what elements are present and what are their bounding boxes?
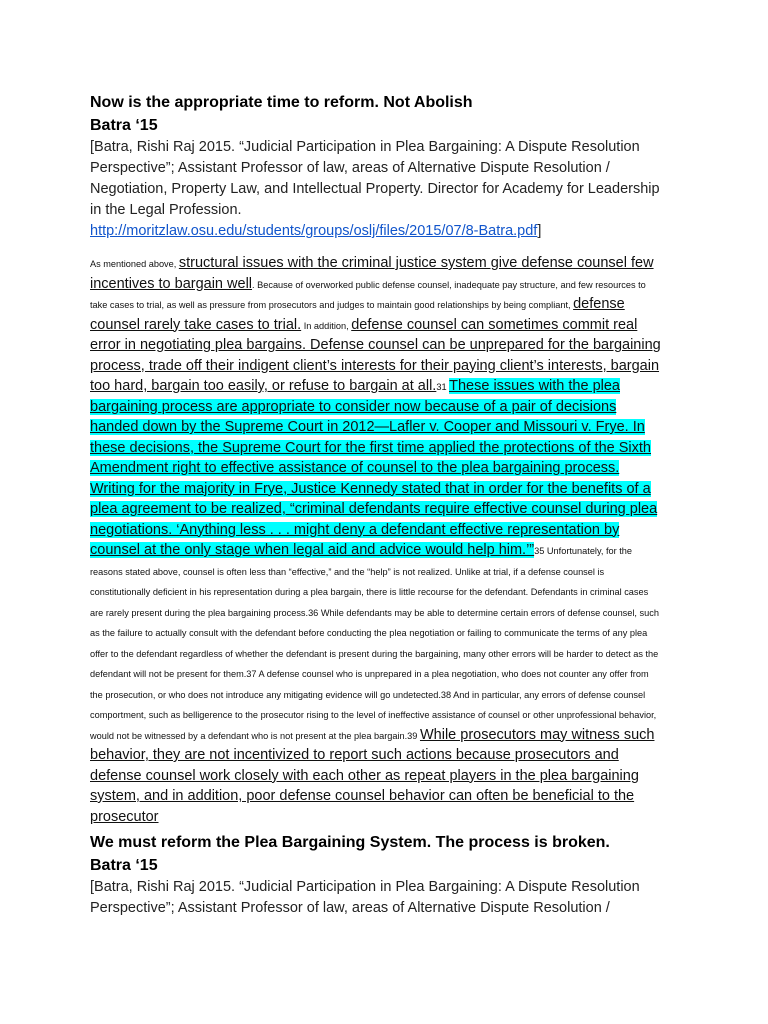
body-text: As mentioned above, bbox=[90, 259, 179, 269]
card-citation bbox=[90, 855, 670, 919]
footnote-text: 31 bbox=[436, 382, 450, 392]
cite-text: [Batra, Rishi Raj 2015. “Judicial Participation in Plea Bargaining: A Dispute Resolution Perspective”; Assistant Professor of law, areas of Alternative Dispute Resolution / Negotiation, Property Law, and Intellectual Property. Director for Academy for Leadership in the Legal Profession. bbox=[90, 139, 660, 218]
body-text: 35 Unfortunately, for the reasons stated above, counsel is often less than “effective,” and the “help” is not realized. Unlike at trial, if a defense counsel is constitutionally deficient in his representation during a plea bargain, there is little recourse for the defendant. Defendants in criminal cases are rarely present during the plea bargaining process.36 While defendants may be able to determine certain errors of defense counsel, such as the failure to actually consult with the defendant before conducting the plea negotiation or failing to communicate the terms of any plea offer to the defendant regardless of whether the defendant is present during the bargaining, many other errors will be harder to detect as the defendant will not be present for them.37 A defense counsel who is unprepared in a plea negotiation, who does not counter any offer from the prosecution, or who does not introduce any mitigating evidence will go undetected.38 And in particular, any errors of defense counsel comportment, such as belligerence to the prosecutor rising to the level of ineffective assistance of counsel or other unprofessional behavior, would not be witnessed by a defendant who is not present at the plea bargain.39 bbox=[90, 546, 659, 741]
cite-details bbox=[90, 137, 670, 242]
card-tag: Now is the appropriate time to reform. Not Abolish bbox=[90, 94, 473, 111]
underlined-text: defense counsel can sometimes commit real error in negotiating plea bargains. Defense counsel can be unprepared for the bargaining process, trade off their indigent client’s interests for their paying client’s interests, bargain too hard, bargain too easily, or refuse to bargain at all. bbox=[90, 316, 661, 394]
card-body bbox=[90, 253, 662, 827]
body-text: In addition, bbox=[301, 320, 352, 331]
body-text: . Because of overworked public defense counsel, inadequate pay structure, and few resources to take cases to trial, as well as pressure from prosecutors and judges to maintain good relationships by being compliant, bbox=[90, 279, 646, 310]
cite-author-year: Batra ‘15 bbox=[90, 117, 158, 134]
cite-close: ] bbox=[537, 223, 542, 239]
underlined-text: While prosecutors may witness such behavior, they are not incentivized to report such actions because prosecutors and defense counsel work closely with each other as repeat players in the plea bargaining system, and in addition, poor defense counsel behavior can often be beneficial to the prosecutor bbox=[90, 726, 655, 825]
source-link[interactable]: http://moritzlaw.osu.edu/students/groups/oslj/files/2015/07/8-Batra.pdf bbox=[90, 223, 538, 239]
highlighted-text: These issues with the plea bargaining process are appropriate to consider now because of a pair of decisions handed down by the Supreme Court in 2012—Lafler v. Cooper and Missouri v. Frye. In these decisions, the Supreme Court for the first time applied the protections of the Sixth Amendment right to effective assistance of counsel to the plea bargaining process. Writing for the majority in Frye, Justice Kennedy stated that in order for the benefits of a plea agreement to be realized, “criminal defendants require effective counsel during plea negotiations. ‘Anything less . . . might deny a defendant effective representation by counsel at the only stage when legal aid and advice would help him.’” bbox=[90, 378, 658, 558]
underlined-text: structural issues with the criminal justice system give defense counsel few incentives to bargain well bbox=[90, 255, 654, 292]
cite-author-year: Batra ‘15 bbox=[90, 857, 158, 874]
card-tag: We must reform the Plea Bargaining System. The process is broken. bbox=[90, 834, 610, 851]
underlined-text: defense counsel rarely take cases to trial. bbox=[90, 296, 625, 333]
cite-details: [Batra, Rishi Raj 2015. “Judicial Participation in Plea Bargaining: A Dispute Resolution Perspective”; Assistant Professor of law, areas of Alternative Dispute Resolution / bbox=[90, 879, 640, 916]
card-citation bbox=[90, 115, 670, 242]
